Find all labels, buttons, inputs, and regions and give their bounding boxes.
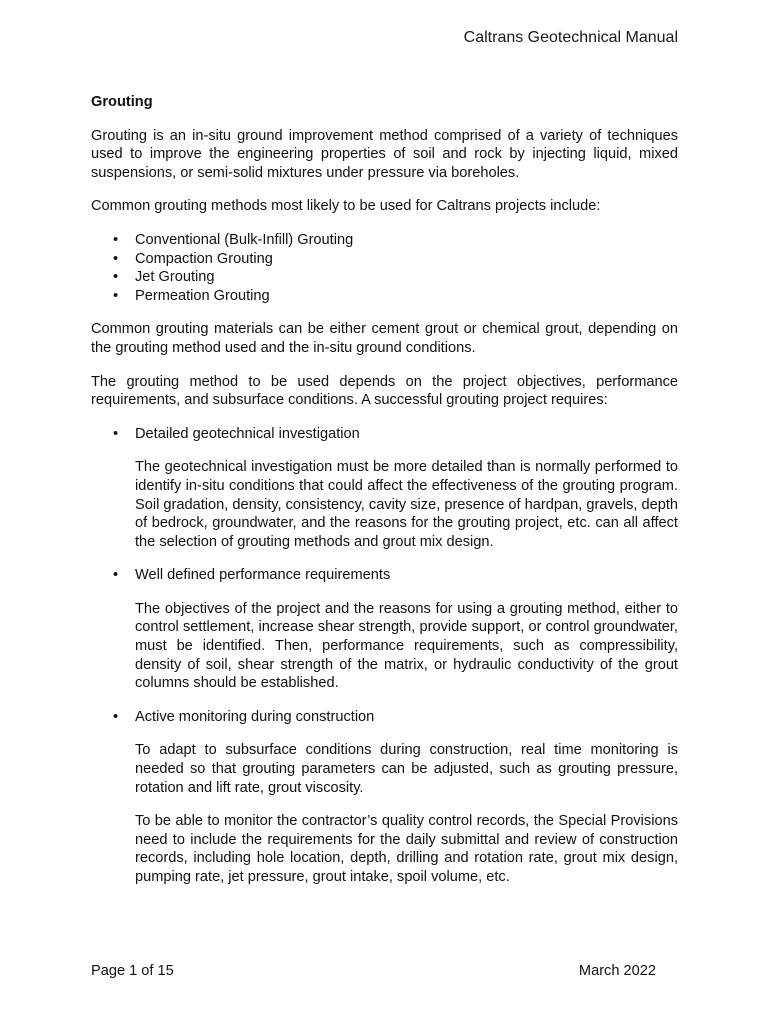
requirement-item	[91, 708, 678, 887]
intro-paragraph: Grouting is an in-situ ground improvement method comprised of a variety of techniques used to improve the engineering properties of soil and rock by injecting liquid, mixed suspensions, or semi-solid mixtures under pressure via boreholes.	[91, 127, 678, 181]
section-title: Grouting	[91, 94, 153, 110]
requirement-item	[91, 425, 678, 552]
list-item: • Permeation Grouting	[91, 287, 678, 306]
requirements-lead-paragraph: The grouting method to be used depends on the project objectives, performance requirements, and subsurface conditions. A successful grouting project requires:	[91, 373, 678, 409]
requirement-body	[135, 458, 678, 551]
requirement-paragraph: The objectives of the project and the reasons for using a grouting method, either to control settlement, increase shear strength, provide support, or control groundwater, must be identified. Then, performance requirements, such as compressibility, density of soil, shear strength of the matrix, or hydraulic conductivity of the grout columns should be established.	[135, 600, 678, 692]
requirement-heading: • Detailed geotechnical investigation	[91, 425, 678, 444]
list-item: • Jet Grouting	[91, 268, 678, 287]
requirement-heading: • Well defined performance requirements	[91, 566, 678, 585]
footer-date: March 2022	[578, 963, 656, 979]
page-number: Page 1 of 15	[91, 963, 174, 979]
requirement-paragraph: To adapt to subsurface conditions during construction, real time monitoring is needed so that grouting parameters can be adjusted, such as grouting pressure, rotation and lift rate, grout viscosity.	[135, 742, 678, 796]
running-header: Caltrans Geotechnical Manual	[463, 29, 678, 46]
requirement-body	[135, 600, 678, 693]
requirement-paragraph: To be able to monitor the contractor’s quality control records, the Special Provisions need to include the requirements for the daily submittal and review of construction records, including hole location, depth, drilling and rotation rate, grout mix design, pumping rate, jet pressure, grout intake, spoil volume, etc.	[135, 813, 678, 885]
list-item: • Compaction Grouting	[91, 250, 678, 269]
list-item: • Conventional (Bulk-Infill) Grouting	[91, 231, 678, 250]
methods-lead-paragraph: Common grouting methods most likely to be used for Caltrans projects include:	[91, 198, 601, 215]
requirement-item	[91, 566, 678, 693]
requirement-heading: • Active monitoring during construction	[91, 708, 678, 727]
requirement-body	[135, 741, 678, 886]
page-content	[91, 93, 678, 902]
grouting-methods-list	[91, 231, 678, 305]
materials-paragraph: Common grouting materials can be either cement grout or chemical grout, depending on the grouting method used and the in-situ ground conditions.	[91, 321, 678, 356]
requirement-paragraph: The geotechnical investigation must be more detailed than is normally performed to identify in-situ conditions that could affect the effectiveness of the grouting program. Soil gradation, density, consistency, cavity size, presence of hardpan, gravels, depth of bedrock, groundwater, and the reasons for the grouting project, etc. can all affect the selection of grouting methods and grout mix design.	[135, 459, 678, 550]
